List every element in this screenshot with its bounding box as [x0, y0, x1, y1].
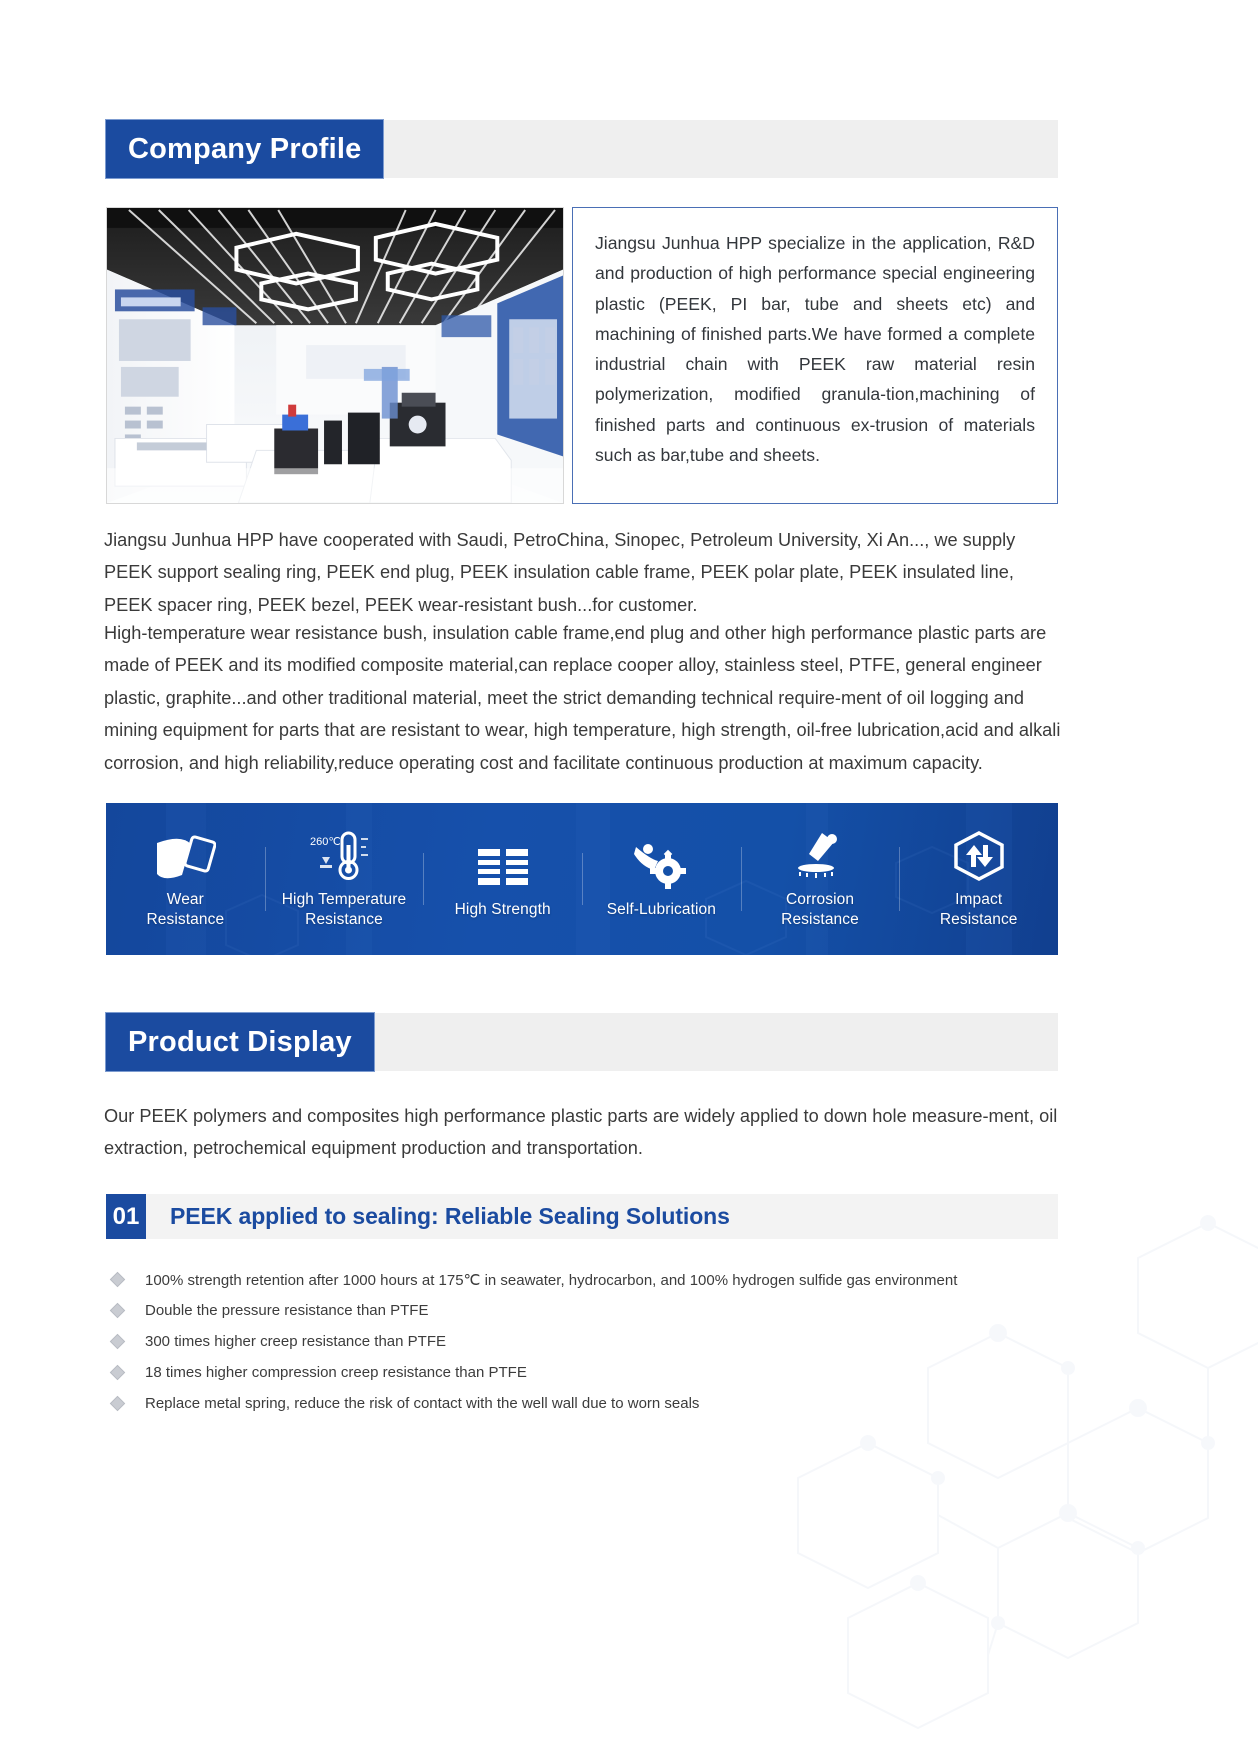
list-item: [112, 1326, 1058, 1357]
sealing-benefits-list: [112, 1264, 1058, 1419]
feature-label-impact: Impact Resistance: [939, 890, 1018, 928]
company-intro-box: [572, 207, 1058, 504]
product-item-heading-01: [106, 1194, 1058, 1239]
feature-label-high-strength: High Strength: [454, 900, 551, 918]
high-strength-icon: [476, 839, 530, 891]
list-item-text: 18 times higher compression creep resistance than PTFE: [145, 1364, 527, 1381]
list-item: [112, 1357, 1058, 1388]
thermometer-icon: [308, 829, 380, 881]
impact-resistance-icon: [952, 829, 1006, 881]
diamond-bullet-icon: [110, 1396, 126, 1412]
product-display-intro: Our PEEK polymers and composites high performance plastic parts are widely applied to down hole measure-ment, oil extraction, petrochemical equipment production and transportation.: [104, 1106, 1058, 1159]
feature-label-high-temperature: High Temperature Resistance: [281, 890, 407, 928]
company-paragraph-1: Jiangsu Junhua HPP have cooperated with Saudi, PetroChina, Sinopec, Petroleum University, Xi An..., we supply PEEK support sealing ring, PEEK end plug, PEEK insulation cable frame, PEEK polar plate, PEEK insulated line, PEEK spacer ring, PEEK bezel, PEEK wear-resistant bush...for customer.: [104, 530, 1016, 615]
feature-label-wear: Wear Resistance: [146, 890, 225, 928]
list-item-text: 100% strength retention after 1000 hours at 175℃ in seawater, hydrocarbon, and 100% hydrogen sulfide gas environment: [145, 1271, 958, 1289]
item-title: PEEK applied to sealing: Reliable Sealing Solutions: [170, 1203, 730, 1229]
section-title-product-display: Product Display: [105, 1012, 375, 1072]
section-title-company-profile: Company Profile: [105, 119, 384, 179]
list-item: [112, 1264, 1058, 1295]
feature-high-strength: [423, 839, 582, 920]
exhibition-hall-photo: [106, 207, 564, 504]
list-item: [112, 1295, 1058, 1326]
gear-lubrication-icon: [632, 839, 690, 891]
feature-self-lubrication: [582, 839, 741, 920]
diamond-bullet-icon: [110, 1303, 126, 1319]
list-item-text: Double the pressure resistance than PTFE: [145, 1302, 429, 1319]
item-number-badge: 01: [106, 1194, 146, 1239]
list-item-text: Replace metal spring, reduce the risk of contact with the well wall due to worn seals: [145, 1395, 700, 1412]
feature-corrosion-resistance: [741, 829, 900, 930]
corrosion-resistance-icon: [792, 829, 848, 881]
feature-highlights-strip: [106, 803, 1058, 955]
list-item: [112, 1388, 1058, 1419]
feature-label-self-lubrication: Self-Lubrication: [606, 900, 716, 918]
list-item-text: 300 times higher creep resistance than PTFE: [145, 1333, 446, 1350]
company-intro-text: Jiangsu Junhua HPP specialize in the application, R&D and production of high performance special engineering plastic (PEEK, PI bar, tube and sheets etc) and machining of finished parts.We have formed a complete industrial chain with PEEK raw material resin polymerization, modified granula-tion,machining of finished parts and continuous ex-trusion of materials such as bar,tube and sheets.: [595, 233, 1035, 465]
section-header-product-display: [106, 1013, 1058, 1071]
company-paragraph-2: High-temperature wear resistance bush, insulation cable frame,end plug and other high performance plastic parts are made of PEEK and its modified composite material,can replace cooper alloy, stainless steel, PTFE, general engineer plastic, graphite...and other traditional material, meet the strict demanding technical require-ment of oil logging and mining equipment for parts that are resistant to wear, high temperature, high strength, oil-free lubrication,acid and alkali corrosion, and high reliability,reduce operating cost and facilitate continuous production at maximum capacity.: [104, 623, 1061, 773]
feature-impact-resistance: [899, 829, 1058, 930]
feature-high-temperature-resistance: [265, 829, 424, 930]
diamond-bullet-icon: [110, 1365, 126, 1381]
temperature-badge: 260℃: [310, 835, 341, 848]
feature-wear-resistance: [106, 829, 265, 930]
diamond-bullet-icon: [110, 1272, 126, 1288]
diamond-bullet-icon: [110, 1334, 126, 1350]
feature-label-corrosion: Corrosion Resistance: [781, 890, 859, 928]
section-header-company-profile: [106, 120, 1058, 178]
wear-resistance-icon: [154, 829, 216, 881]
